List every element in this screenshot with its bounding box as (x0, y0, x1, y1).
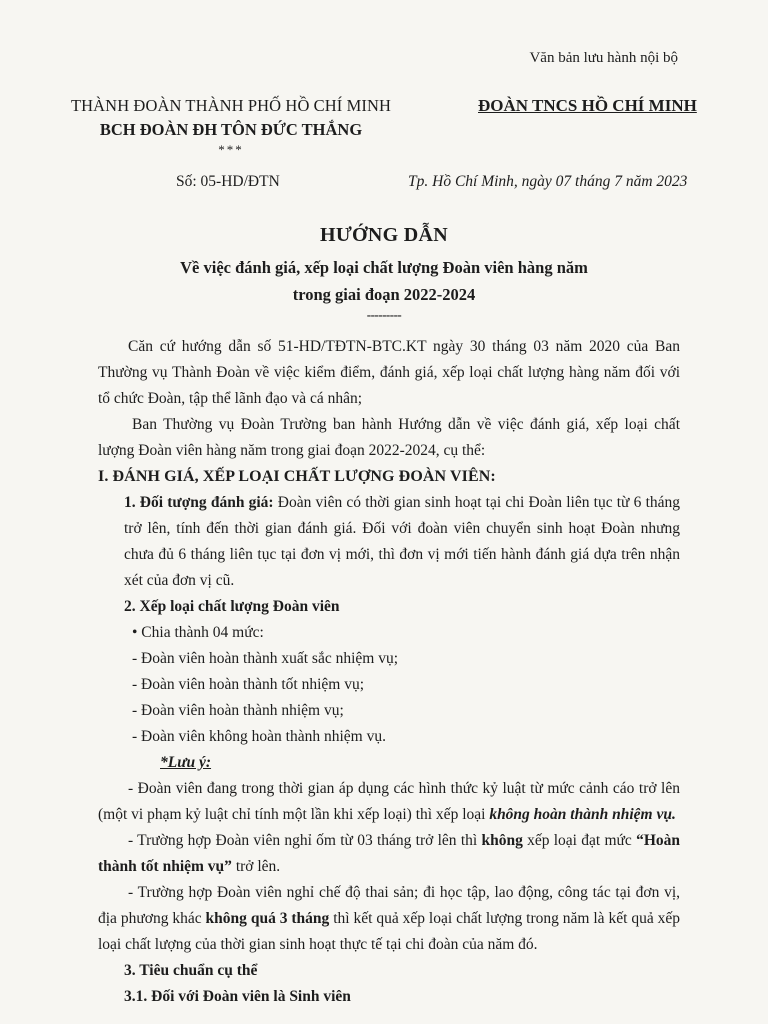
item-2-heading: 2. Xếp loại chất lượng Đoàn viên (124, 598, 340, 615)
intro-paragraph-2: Ban Thường vụ Đoàn Trường ban hành Hướng dẫn về việc đánh giá, xếp loại chất lượng Đoàn viên hàng năm trong giai đoạn 2022-2024, cụ thể: (98, 416, 680, 459)
note-paragraph-3 (98, 880, 680, 958)
level-item: - Đoàn viên hoàn thành tốt nhiệm vụ; (132, 676, 365, 693)
union-name: ĐOÀN TNCS HỒ CHÍ MINH (478, 96, 697, 115)
note-2-pre: - Trường hợp Đoàn viên nghỉ ốm từ 03 tháng trở lên thì (128, 832, 482, 849)
issuing-organization (66, 96, 396, 158)
stars-separator: *** (218, 142, 244, 157)
intro-paragraph-1: Căn cứ hướng dẫn số 51-HD/TĐTN-BTC.KT ngày 30 tháng 03 năm 2020 của Ban Thường vụ Thành Đoàn về việc kiểm điểm, đánh giá, xếp loại chất lượng hàng năm đối với tổ chức Đoàn, tập thể lãnh đạo và cá nhân; (98, 338, 680, 407)
item-1-paragraph (98, 490, 680, 594)
document-number: Số: 05-HD/ĐTN (176, 173, 280, 190)
document-subtitle-line2: trong giai đoạn 2022-2024 (292, 285, 476, 304)
note-paragraph-1 (98, 776, 680, 828)
title-separator: --------- (366, 307, 402, 322)
level-item: - Đoàn viên không hoàn thành nhiệm vụ. (132, 728, 386, 745)
item-1-label: 1. Đối tượng đánh giá: (124, 494, 274, 511)
note-3-pre: - Trường hợp Đoàn viên nghỉ chế độ thai sản; đi học tập, lao động, công tác tại đơn vị, địa phương khác (98, 884, 680, 927)
note-1-emphasis: không hoàn thành nhiệm vụ. (489, 806, 676, 823)
item-3-heading: 3. Tiêu chuẩn cụ thể (124, 962, 258, 979)
section-1-heading: I. ĐÁNH GIÁ, XẾP LOẠI CHẤT LƯỢNG ĐOÀN VIÊN: (98, 468, 496, 485)
parent-organization: THÀNH ĐOÀN THÀNH PHỐ HỒ CHÍ MINH (70, 96, 392, 115)
level-item: - Đoàn viên hoàn thành nhiệm vụ; (132, 702, 344, 719)
issuing-committee: BCH ĐOÀN ĐH TÔN ĐỨC THẮNG (99, 120, 363, 139)
note-2-bold: không (481, 832, 523, 849)
note-heading: *Lưu ý: (160, 754, 212, 771)
document-subtitle-line1: Về việc đánh giá, xếp loại chất lượng Đoàn viên hàng năm (180, 258, 588, 277)
item-1-text: Đoàn viên có thời gian sinh hoạt tại chi Đoàn liên tục từ 6 tháng trở lên, tính đến thời gian đánh giá. Đối với đoàn viên chuyển sinh hoạt Đoàn nhưng chưa đủ 6 tháng liên tục tại đơn vị mới, thì đơn vị mới tiến hành đánh giá dựa trên nhận xét của đơn vị cũ. (124, 494, 681, 589)
levels-bullet: • Chia thành 04 mức: (132, 624, 264, 641)
note-1-text: - Đoàn viên đang trong thời gian áp dụng các hình thức kỷ luật từ mức cảnh cáo trở lên (một vi phạm kỷ luật chỉ tính một lần khi xếp loại) thì xếp loại (98, 780, 680, 823)
note-3-post: thì kết quả xếp loại chất lượng trong năm là kết quả xếp loại chất lượng của thời gian sinh hoạt thực tế tại chi đoàn của năm đó. (98, 910, 680, 953)
level-item: - Đoàn viên hoàn thành xuất sắc nhiệm vụ; (132, 650, 399, 667)
note-2-mid: xếp loại đạt mức (522, 832, 637, 849)
note-3-bold: không quá 3 tháng (205, 910, 330, 927)
document-body (98, 334, 680, 1010)
note-2-quote: “Hoàn thành tốt nhiệm vụ” (98, 832, 680, 875)
document-title: HƯỚNG DẪN (319, 224, 449, 246)
place-and-date: Tp. Hồ Chí Minh, ngày 07 tháng 7 năm 2023 (408, 173, 688, 190)
note-2-post: trở lên. (231, 858, 281, 875)
internal-circulation-note: Văn bản lưu hành nội bộ (529, 50, 678, 66)
note-paragraph-2 (98, 828, 680, 880)
item-3-1-heading: 3.1. Đối với Đoàn viên là Sinh viên (124, 988, 351, 1005)
